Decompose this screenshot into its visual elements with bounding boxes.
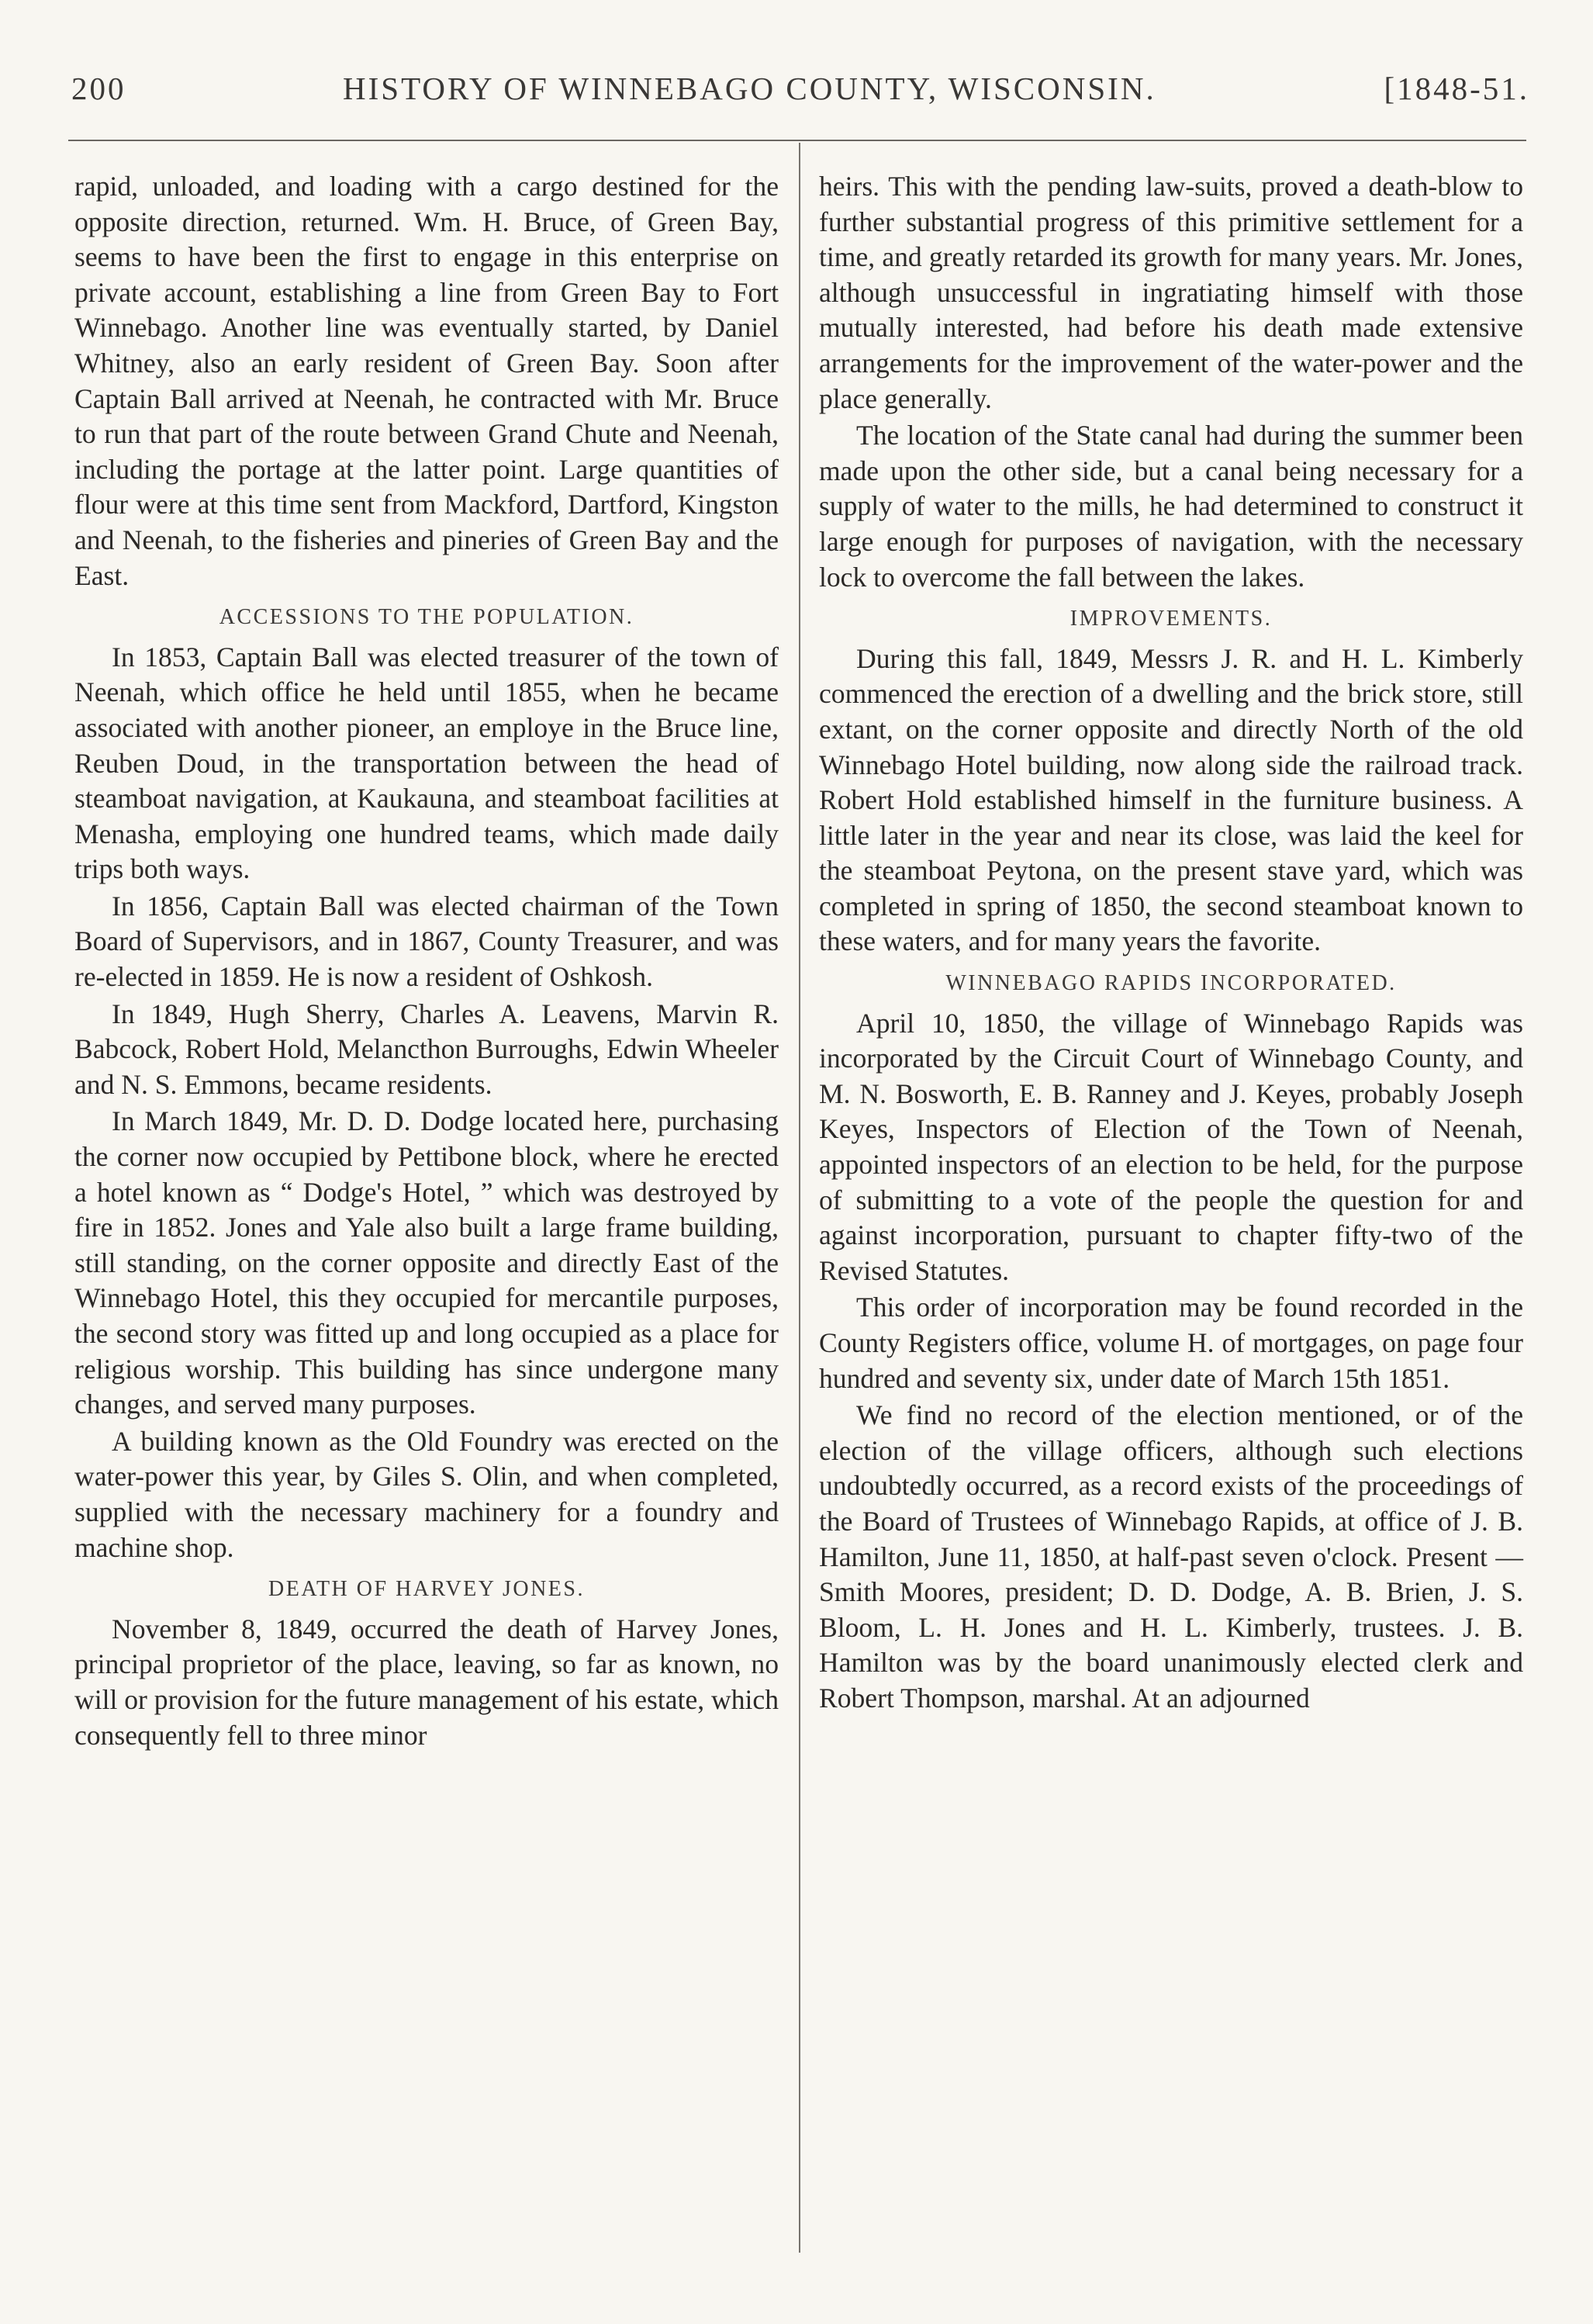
- paragraph: This order of incorporation may be found recorded in the County Registers office, volume H. of mortgages, on page four hundred and seventy six, under date of March 15th 1851.: [819, 1292, 1523, 1394]
- paragraph: We find no record of the election mentioned, or of the election of the village officers, although such elections undoubtedly occurred, as a record exists of the proceedings of the Board of Trustees of Winnebago Rapids, at office of J. B. Hamilton, June 11, 1850, at half-past seven o'clock. Present — Smith Moores, president; D. D. Dodge, A. B. Brien, J. S. Bloom, L. H. Jones and H. L. Kimberly, trustees. J. B. Hamilton was by the board unanimously elected clerk and Robert Thompson, marshal. At an adjourned: [819, 1399, 1523, 1714]
- paragraph: In 1853, Captain Ball was elected treasurer of the town of Neenah, which office he held until 1855, when he became associated with another pioneer, an employe in the Bruce line, Reuben Doud, in the transportation between the head of steamboat navigation, at Kaukauna, and steamboat facilities at Menasha, employing one hundred teams, which made daily trips both ways.: [74, 641, 779, 885]
- page-header: [71, 70, 1529, 116]
- paragraph: heirs. This with the pending law-suits, proved a death-blow to further substantial progress of this primitive settlement for a time, and greatly retarded its growth for many years. Mr. Jones, although unsuccessful in ingratiating himself with those mutually interested, had before his death made extensive arrangements for the improvement of the water-power and the place generally.: [819, 171, 1523, 414]
- left-column: [74, 169, 779, 1753]
- section-heading: ACCESSIONS TO THE POPULATION.: [219, 605, 634, 630]
- right-column: [819, 169, 1523, 1717]
- paragraph: November 8, 1849, occurred the death of Harvey Jones, principal proprietor of the place, leaving, so far as known, no will or provision for the future management of his estate, which consequently fell to three minor: [74, 1613, 779, 1751]
- section-heading: IMPROVEMENTS.: [1069, 607, 1273, 631]
- paragraph: In 1856, Captain Ball was elected chairman of the Town Board of Supervisors, and in 1867, County Treasurer, and was re-elected in 1859. He is now a resident of Oshkosh.: [74, 890, 779, 993]
- paragraph: During this fall, 1849, Messrs J. R. and H. L. Kimberly commenced the erection of a dwelling and the brick store, still extant, on the corner opposite and directly North of the old Winnebago Hotel building, now along side the railroad track. Robert Hold established himself in the furniture business. A little later in the year and near its close, was laid the keel for the steamboat Peytona, on the present stave yard, which was completed in spring of 1850, the second steamboat known to these waters, and for many years the favorite.: [819, 642, 1523, 957]
- date-range: [1848-51.: [1384, 71, 1529, 106]
- paragraph: The location of the State canal had during the summer been made upon the other side, but a canal being necessary for a supply of water to the mills, he had determined to construct it large enough for purposes of navigation, with the necessary lock to overcome the fall between the lakes.: [819, 420, 1523, 593]
- paragraph: In 1849, Hugh Sherry, Charles A. Leavens, Marvin R. Babcock, Robert Hold, Melancthon Burroughs, Edwin Wheeler and N. S. Emmons, became residents.: [74, 998, 779, 1100]
- section-heading: DEATH OF HARVEY JONES.: [268, 1577, 585, 1602]
- header-rule: [68, 140, 1526, 141]
- section-heading: WINNEBAGO RAPIDS INCORPORATED.: [945, 971, 1397, 996]
- paragraph: rapid, unloaded, and loading with a cargo destined for the opposite direction, returned. Wm. H. Bruce, of Green Bay, seems to have been the first to engage in this enterprise on private account, establishing a line from Green Bay to Fort Winnebago. Another line was eventually started, by Daniel Whitney, also an early resident of Green Bay. Soon after Captain Ball arrived at Neenah, he contracted with Mr. Bruce to run that part of the route between Grand Chute and Neenah, including the portage at the latter point. Large quantities of flour were at this time sent from Mackford, Dartford, Kingston and Neenah, to the fisheries and pineries of Green Bay and the East.: [74, 171, 779, 591]
- page-number: 200: [71, 71, 126, 106]
- paragraph: A building known as the Old Foundry was erected on the water-power this year, by Giles S. Olin, and when completed, supplied with the necessary machinery for a foundry and machine shop.: [74, 1425, 779, 1563]
- paragraph: In March 1849, Mr. D. D. Dodge located here, purchasing the corner now occupied by Pettibone block, where he erected a hotel known as “ Dodge's Hotel, ” which was destroyed by fire in 1852. Jones and Yale also built a large frame building, still standing, on the corner opposite and directly East of the Winnebago Hotel, this they occupied for mercantile purposes, the second story was fitted up and long occupied as a place for religious worship. This building has since undergone many changes, and served many purposes.: [74, 1105, 779, 1420]
- paragraph: April 10, 1850, the village of Winnebago Rapids was incorporated by the Circuit Court of Winnebago County, and M. N. Bosworth, E. B. Ranney and J. Keyes, probably Joseph Keyes, Inspectors of Election of the Town of Neenah, appointed inspectors of an election to be held, for the purpose of submitting to a vote of the people the question for and against incorporation, pursuant to chapter fifty-two of the Revised Statutes.: [819, 1007, 1523, 1286]
- running-title: HISTORY OF WINNEBAGO COUNTY, WISCONSIN.: [343, 71, 1156, 106]
- column-divider: [799, 143, 800, 2253]
